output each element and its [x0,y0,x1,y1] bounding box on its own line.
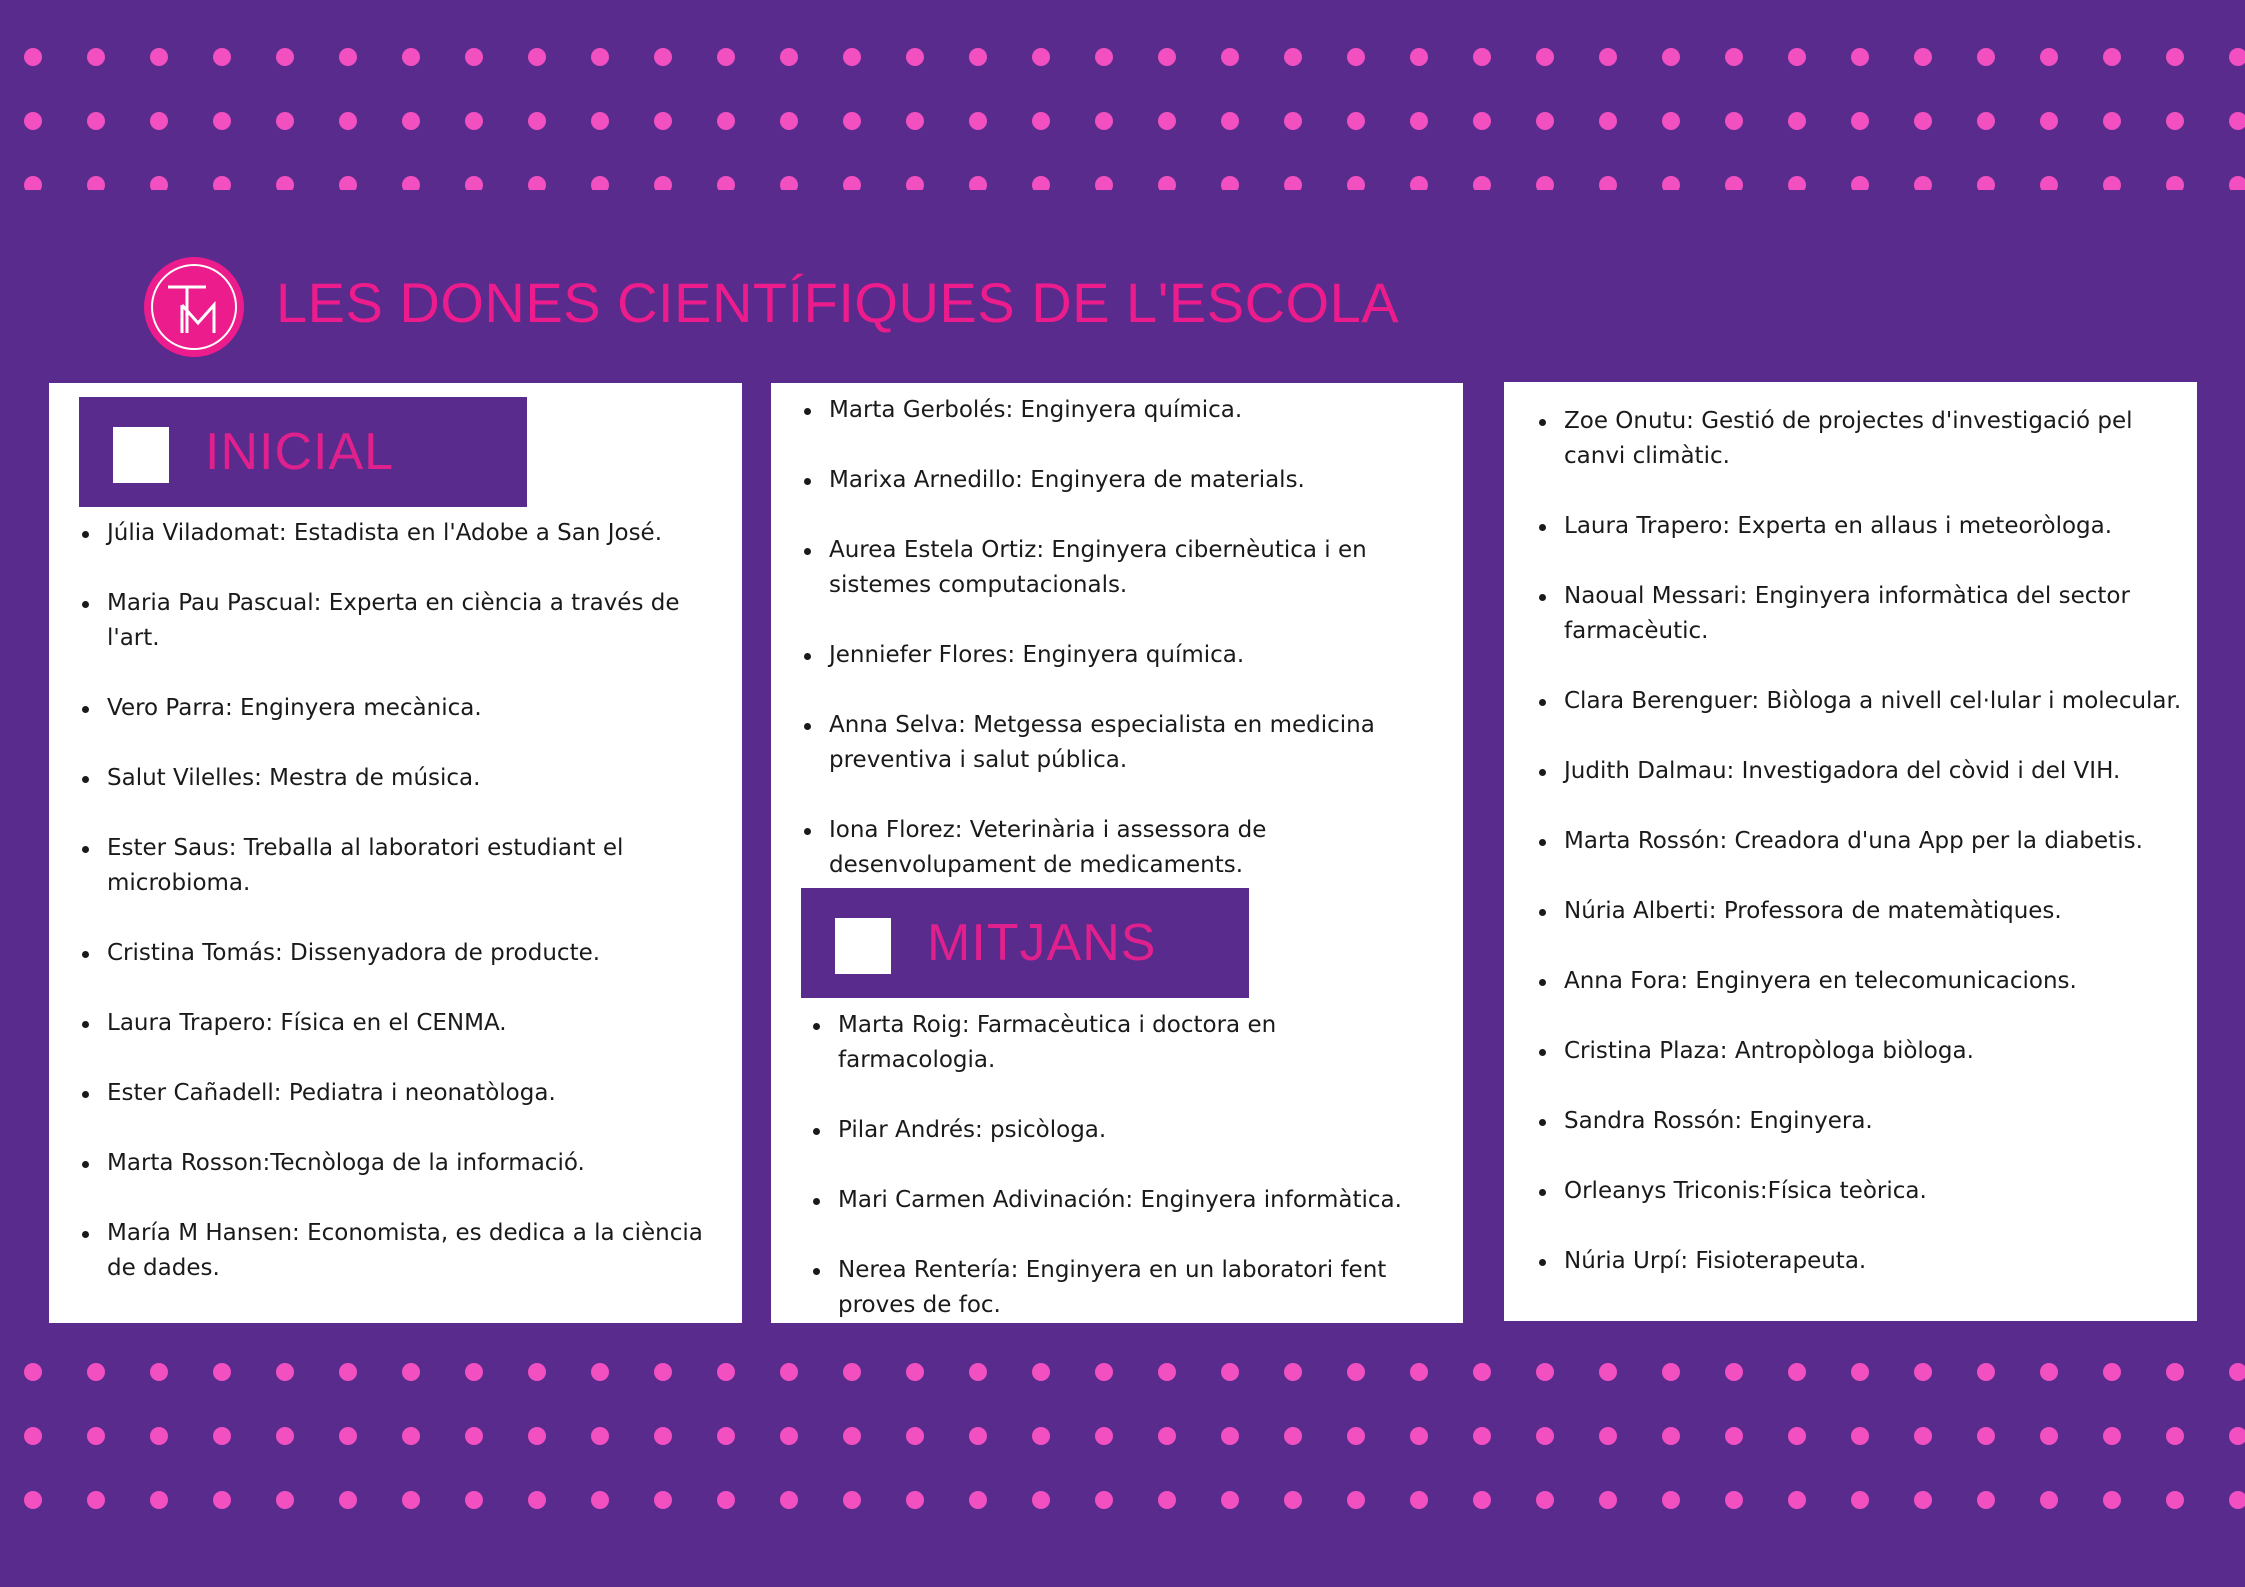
list-item: Aurea Estela Ortiz: Enginyera cibernèutica i en sistemes computacionals. [801,533,1441,603]
list-item: Marta Rossón: Creadora d'una App per la diabetis. [1536,824,2196,859]
list-item: Orleanys Triconis:Física teòrica. [1536,1174,2196,1209]
checkbox-square-icon [113,427,169,483]
section-heading-inicial: INICIAL [205,423,395,481]
list-item: Zoe Onutu: Gestió de projectes d'investigació pel canvi climàtic. [1536,404,2196,474]
list-item: Anna Fora: Enginyera en telecomunicacions. [1536,964,2196,999]
list-column-3 [1536,404,2196,1314]
list-item: Marta Rosson:Tecnòloga de la informació. [79,1146,729,1181]
list-item: Júlia Viladomat: Estadista en l'Adobe a San José. [79,516,729,551]
list-item: Laura Trapero: Experta en allaus i meteoròloga. [1536,509,2196,544]
list-item: Sandra Rossón: Enginyera. [1536,1104,2196,1139]
list-item: Anna Selva: Metgessa especialista en medicina preventiva i salut pública. [801,708,1441,778]
card-column-3 [1504,382,2197,1321]
decorative-dots-bottom [0,1355,2245,1555]
list-item: Iona Florez: Veterinària i assessora de desenvolupament de medicaments. [801,813,1441,883]
list-item: Marixa Arnedillo: Enginyera de materials. [801,463,1441,498]
section-banner-mitjans [801,888,1249,998]
decorative-dots-top [0,40,2245,190]
list-mitjans-part1 [801,393,1441,918]
section-heading-mitjans: MITJANS [927,914,1157,972]
page-title: LES DONES CIENTÍFIQUES DE L'ESCOLA [276,271,1400,334]
list-item: Maria Pau Pascual: Experta en ciència a través de l'art. [79,586,729,656]
tm-logo-icon [142,255,246,359]
list-item: Laura Trapero: Física en el CENMA. [79,1006,729,1041]
card-mitjans [771,383,1463,1323]
dot-pattern-bottom [0,1355,2245,1555]
list-item: Marta Gerbolés: Enginyera química. [801,393,1441,428]
list-item: Núria Urpí: Fisioterapeuta. [1536,1244,2196,1279]
list-item: Jenniefer Flores: Enginyera química. [801,638,1441,673]
dot-pattern-top [0,40,2245,190]
section-banner-inicial [79,397,527,507]
school-logo [142,255,246,359]
list-inicial [79,516,729,1321]
list-item: Judith Dalmau: Investigadora del còvid i del VIH. [1536,754,2196,789]
list-item: Marta Roig: Farmacèutica i doctora en farmacologia. [810,1008,1440,1078]
checkbox-square-icon [835,918,891,974]
list-item: Nerea Rentería: Enginyera en un laboratori fent proves de foc. [810,1253,1440,1323]
list-item: Salut Vilelles: Mestra de música. [79,761,729,796]
list-item: Núria Alberti: Professora de matemàtiques. [1536,894,2196,929]
list-item: Vero Parra: Enginyera mecànica. [79,691,729,726]
list-item: Mari Carmen Adivinación: Enginyera informàtica. [810,1183,1440,1218]
list-mitjans-part2 [810,1008,1440,1323]
list-item: Clara Berenguer: Biòloga a nivell cel·lular i molecular. [1536,684,2196,719]
list-item: Pilar Andrés: psicòloga. [810,1113,1440,1148]
card-inicial [49,383,742,1323]
list-item: Ester Saus: Treballa al laboratori estudiant el microbioma. [79,831,729,901]
list-item: Cristina Plaza: Antropòloga biòloga. [1536,1034,2196,1069]
list-item: Naoual Messari: Enginyera informàtica del sector farmacèutic. [1536,579,2196,649]
list-item: Ester Cañadell: Pediatra i neonatòloga. [79,1076,729,1111]
list-item: María M Hansen: Economista, es dedica a la ciència de dades. [79,1216,729,1286]
list-item: Cristina Tomás: Dissenyadora de producte. [79,936,729,971]
